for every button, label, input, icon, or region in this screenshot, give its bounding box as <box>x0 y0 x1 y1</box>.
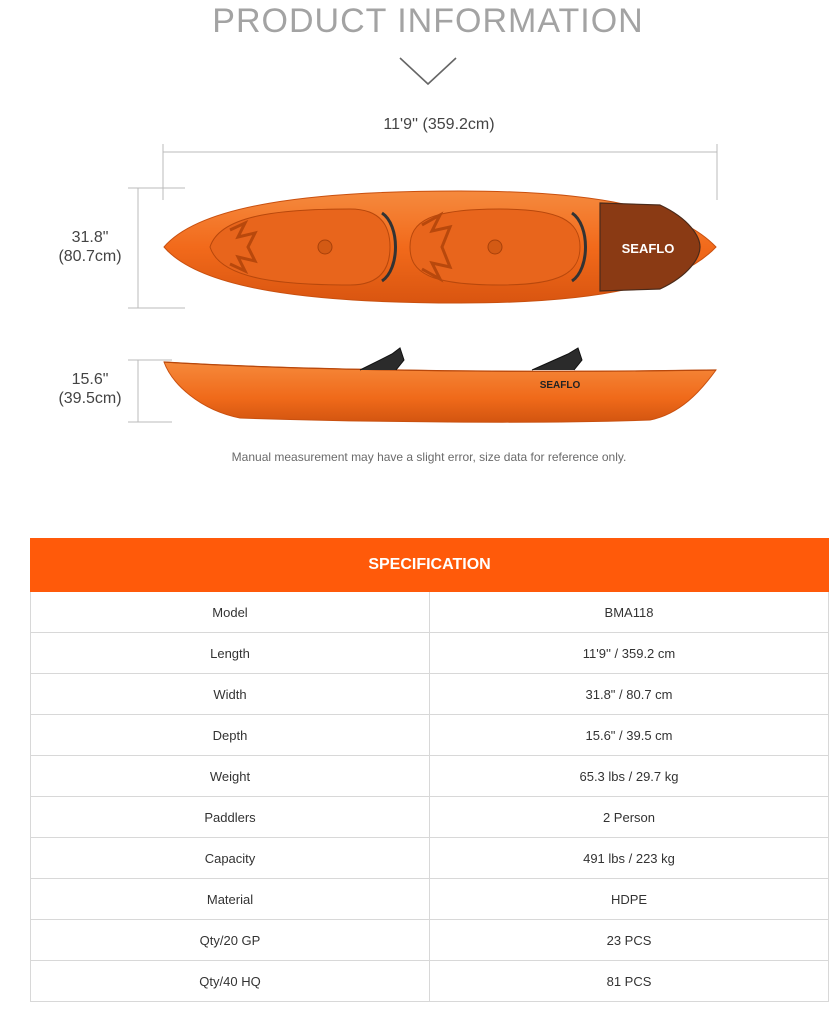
table-row <box>31 633 829 674</box>
kayak-top-brand: SEAFLO <box>621 241 675 256</box>
table-row <box>31 715 829 756</box>
spec-value: 11'9'' / 359.2 cm <box>430 633 829 674</box>
spec-title: SPECIFICATION <box>31 539 829 592</box>
length-label: 11'9'' (359.2cm) <box>383 116 495 133</box>
spec-value: 15.6" / 39.5 cm <box>430 715 829 756</box>
spec-label: Material <box>31 879 430 920</box>
spec-value: 491 lbs / 223 kg <box>430 838 829 879</box>
spec-value: 81 PCS <box>430 961 829 1002</box>
table-row <box>31 797 829 838</box>
kayak-side-view-image <box>160 340 720 430</box>
spec-value: 31.8" / 80.7 cm <box>430 674 829 715</box>
depth-inches-label: 15.6" <box>71 371 109 388</box>
width-inches-label: 31.8" <box>71 229 109 246</box>
spec-label: Model <box>31 592 430 633</box>
depth-cm-label: (39.5cm) <box>58 390 122 407</box>
width-cm-label: (80.7cm) <box>58 248 122 265</box>
spec-label: Depth <box>31 715 430 756</box>
table-row <box>31 756 829 797</box>
spec-label: Paddlers <box>31 797 430 838</box>
table-row <box>31 592 829 633</box>
kayak-top-view-image <box>160 185 720 310</box>
specification-table <box>30 538 829 1002</box>
table-row <box>31 879 829 920</box>
spec-value: BMA118 <box>430 592 829 633</box>
spec-value: 65.3 lbs / 29.7 kg <box>430 756 829 797</box>
spec-label: Weight <box>31 756 430 797</box>
table-row <box>31 674 829 715</box>
spec-value: 23 PCS <box>430 920 829 961</box>
spec-label: Qty/20 GP <box>31 920 430 961</box>
measurement-note: Manual measurement may have a slight error, size data for reference only. <box>231 450 627 464</box>
spec-value: HDPE <box>430 879 829 920</box>
table-row <box>31 838 829 879</box>
spec-label: Capacity <box>31 838 430 879</box>
spec-value: 2 Person <box>430 797 829 838</box>
table-row <box>31 920 829 961</box>
spec-label: Length <box>31 633 430 674</box>
spec-label: Qty/40 HQ <box>31 961 430 1002</box>
kayak-side-brand: SEAFLO <box>539 380 581 391</box>
spec-label: Width <box>31 674 430 715</box>
page-title: PRODUCT INFORMATION <box>212 2 644 40</box>
table-row <box>31 961 829 1002</box>
